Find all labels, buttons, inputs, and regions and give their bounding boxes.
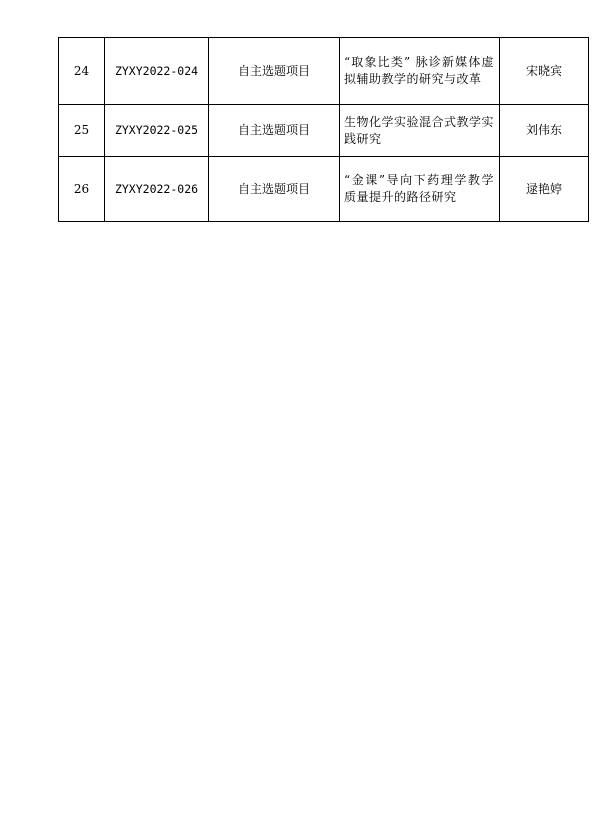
table-row	[59, 105, 589, 157]
project-table	[58, 37, 589, 222]
project-title-cell	[340, 157, 500, 222]
project-code: ZYXY2022-025	[105, 105, 209, 157]
project-leader: 逯艳婷	[500, 157, 589, 222]
project-title: “金课”导向下药理学教学质量提升的路径研究	[344, 173, 494, 204]
project-title-cell	[340, 105, 500, 157]
table-row	[59, 38, 589, 105]
project-code: ZYXY2022-026	[105, 157, 209, 222]
project-code: ZYXY2022-024	[105, 38, 209, 105]
row-number: 24	[59, 38, 105, 105]
table-row	[59, 157, 589, 222]
project-title: “取象比类” 脉诊新媒体虚拟辅助教学的研究与改革	[344, 55, 494, 86]
project-type: 自主选题项目	[209, 38, 340, 105]
project-type: 自主选题项目	[209, 105, 340, 157]
row-number: 26	[59, 157, 105, 222]
project-leader: 刘伟东	[500, 105, 589, 157]
project-title-cell	[340, 38, 500, 105]
project-type: 自主选题项目	[209, 157, 340, 222]
project-title: 生物化学实验混合式教学实践研究	[344, 114, 495, 146]
project-leader: 宋晓宾	[500, 38, 589, 105]
row-number: 25	[59, 105, 105, 157]
